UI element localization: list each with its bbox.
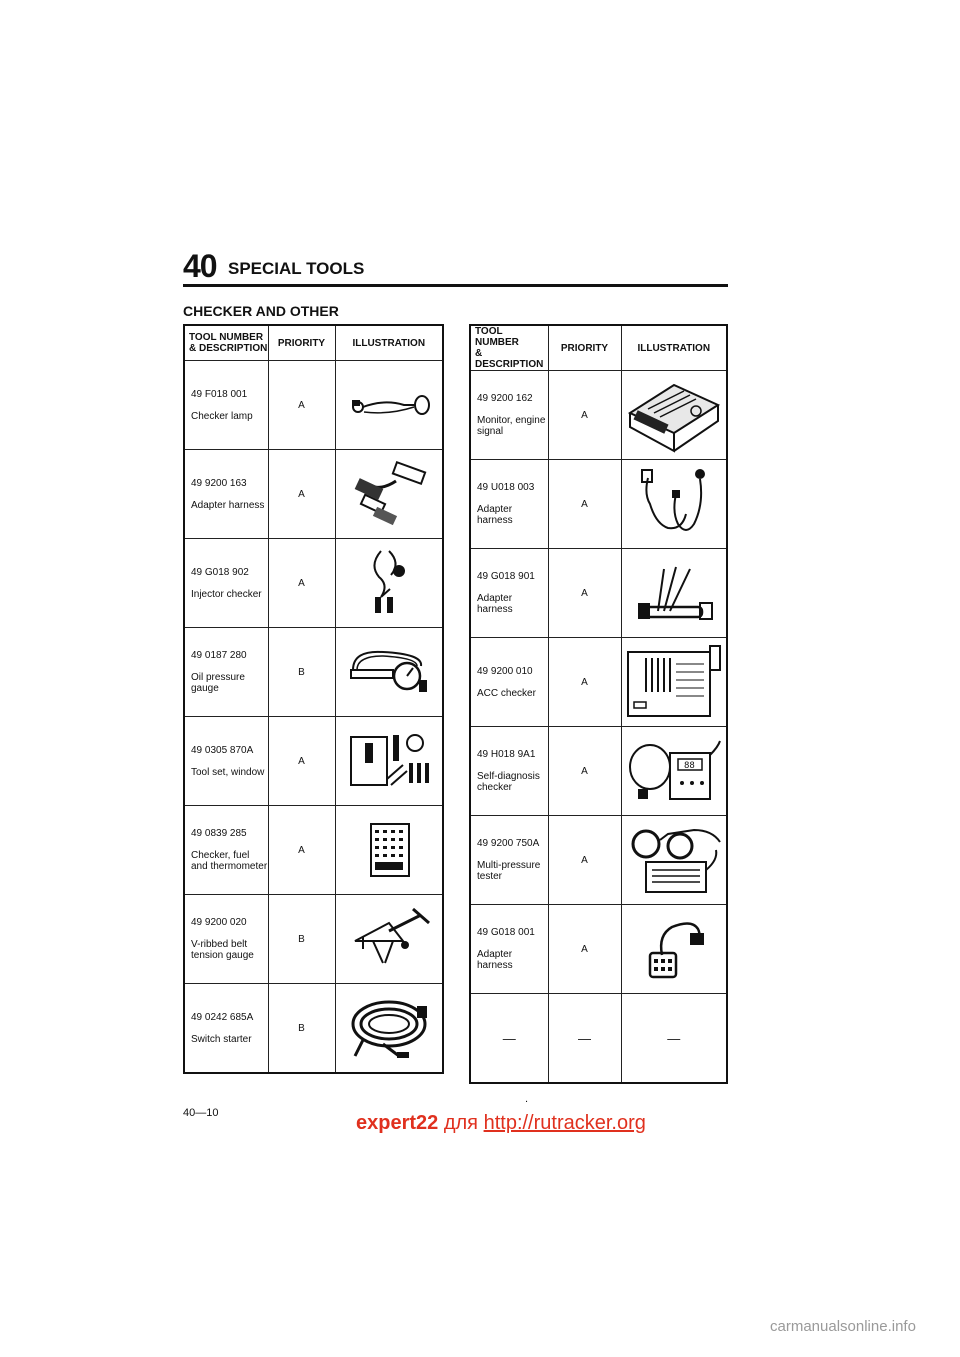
table-row bbox=[470, 371, 727, 460]
tool-description bbox=[184, 806, 268, 895]
header-tool-number: TOOL NUMBER & DESCRIPTION bbox=[470, 325, 548, 371]
tool-number: 49 G018 001 bbox=[477, 927, 535, 938]
left-tools-table bbox=[183, 324, 444, 1074]
tool-description bbox=[184, 539, 268, 628]
tool-name: Multi-pressure tester bbox=[477, 860, 541, 882]
tool-name: Adapter harness bbox=[191, 499, 265, 511]
right-tools-table bbox=[469, 324, 728, 1084]
tool-priority: A bbox=[548, 371, 621, 460]
checker-lamp-icon bbox=[344, 385, 434, 425]
table-row bbox=[184, 361, 443, 450]
adapter-harness-icon bbox=[628, 464, 720, 544]
tool-description bbox=[470, 816, 548, 905]
table-row bbox=[470, 905, 727, 994]
tool-priority: A bbox=[548, 638, 621, 727]
tool-name: Adapter harness bbox=[477, 949, 513, 971]
section-title: SPECIAL TOOLS bbox=[228, 259, 365, 278]
tool-description bbox=[470, 549, 548, 638]
fuel-checker-icon bbox=[359, 818, 419, 882]
tool-priority: — bbox=[548, 994, 621, 1084]
display-readout: 88 bbox=[683, 761, 695, 771]
tool-name: V-ribbed belt tension gauge bbox=[191, 939, 254, 961]
section-divider bbox=[183, 284, 728, 287]
tool-number: 49 9200 162 bbox=[477, 393, 533, 404]
tool-description bbox=[184, 717, 268, 806]
tool-number: 49 0187 280 bbox=[191, 650, 247, 661]
tool-priority: B bbox=[268, 628, 335, 717]
table-row bbox=[470, 816, 727, 905]
self-diagnosis-checker-icon bbox=[624, 733, 724, 809]
tool-description bbox=[184, 628, 268, 717]
tool-number: 49 0242 685A bbox=[191, 1011, 254, 1023]
page-subtitle: CHECKER AND OTHER bbox=[183, 303, 339, 319]
watermark: carmanualsonline.info bbox=[770, 1318, 916, 1335]
tool-priority: A bbox=[268, 539, 335, 628]
tool-description bbox=[184, 361, 268, 450]
tool-priority: A bbox=[548, 727, 621, 816]
tool-description bbox=[184, 984, 268, 1074]
header-tool-number: TOOL NUMBER & DESCRIPTION bbox=[184, 325, 268, 361]
adapter-harness-icon bbox=[628, 555, 720, 631]
table-row bbox=[470, 638, 727, 727]
tool-description bbox=[184, 895, 268, 984]
table-row bbox=[470, 549, 727, 638]
tool-name: Injector checker bbox=[191, 588, 262, 600]
section-header bbox=[183, 248, 728, 288]
tool-name: Checker, fuel and thermometer bbox=[191, 850, 268, 872]
tool-number: 49 9200 750A bbox=[477, 838, 540, 849]
tool-number: 49 U018 003 bbox=[477, 482, 535, 493]
tool-description bbox=[470, 638, 548, 727]
tool-set-icon bbox=[343, 729, 435, 793]
adapter-harness-icon bbox=[344, 459, 434, 529]
adapter-harness-icon bbox=[628, 911, 720, 987]
table-row bbox=[184, 450, 443, 539]
credit-name: expert22 bbox=[356, 1112, 439, 1134]
tool-name: Self-diagnosis checker bbox=[477, 771, 540, 793]
table-header-row bbox=[470, 325, 727, 371]
tool-priority: A bbox=[268, 361, 335, 450]
tool-name: Switch starter bbox=[191, 1033, 252, 1045]
tool-priority: B bbox=[268, 984, 335, 1074]
tool-illustration: — bbox=[621, 994, 727, 1084]
credit-link[interactable]: http://rutracker.org bbox=[483, 1112, 646, 1134]
table-row bbox=[184, 984, 443, 1074]
engine-signal-monitor-icon bbox=[624, 375, 724, 455]
tool-number: — bbox=[470, 994, 548, 1084]
table-row bbox=[184, 539, 443, 628]
tool-description bbox=[470, 905, 548, 994]
credit-word: для bbox=[443, 1112, 479, 1134]
tool-priority: A bbox=[548, 549, 621, 638]
tool-number: 49 G018 901 bbox=[477, 571, 535, 582]
page-number: 40—10 bbox=[183, 1107, 219, 1119]
tool-priority: A bbox=[268, 806, 335, 895]
tool-number: 49 9200 020 bbox=[191, 917, 247, 928]
switch-starter-icon bbox=[343, 990, 435, 1066]
table-row bbox=[184, 717, 443, 806]
injector-checker-icon bbox=[359, 545, 419, 621]
tool-priority: B bbox=[268, 895, 335, 984]
tool-name: ACC checker bbox=[477, 687, 536, 699]
tool-priority: A bbox=[548, 905, 621, 994]
multi-pressure-tester-icon bbox=[624, 820, 724, 900]
tool-number: 49 9200 010 bbox=[477, 665, 533, 677]
table-header-row bbox=[184, 325, 443, 361]
tool-description bbox=[470, 371, 548, 460]
tool-number: 49 0839 285 bbox=[191, 828, 247, 839]
oil-pressure-gauge-icon bbox=[343, 644, 435, 700]
table-row bbox=[470, 994, 727, 1084]
tool-name: Tool set, window bbox=[191, 766, 265, 778]
tool-name: Checker lamp bbox=[191, 410, 253, 422]
tool-name: Adapter harness bbox=[477, 504, 513, 526]
tool-priority: A bbox=[548, 816, 621, 905]
table-row bbox=[470, 460, 727, 549]
tool-name: Adapter harness bbox=[477, 593, 513, 615]
tool-description bbox=[184, 450, 268, 539]
tool-name: Oil pressure gauge bbox=[191, 672, 245, 694]
header-illustration: ILLUSTRATION bbox=[621, 325, 727, 371]
tool-priority: A bbox=[268, 717, 335, 806]
tool-description bbox=[470, 460, 548, 549]
acc-checker-icon bbox=[624, 642, 724, 722]
tool-priority: A bbox=[268, 450, 335, 539]
header-priority: PRIORITY bbox=[548, 325, 621, 371]
tool-number: 49 9200 163 bbox=[191, 477, 247, 489]
header-priority: PRIORITY bbox=[268, 325, 335, 361]
dot-mark: . bbox=[525, 1093, 529, 1105]
table-row bbox=[184, 895, 443, 984]
tool-number: 49 G018 902 bbox=[191, 566, 249, 578]
table-row bbox=[184, 628, 443, 717]
header-illustration: ILLUSTRATION bbox=[335, 325, 443, 361]
table-row bbox=[184, 806, 443, 895]
tool-name: Monitor, engine signal bbox=[477, 415, 546, 437]
tool-description bbox=[470, 727, 548, 816]
table-row bbox=[470, 727, 727, 816]
tool-priority: A bbox=[548, 460, 621, 549]
section-number: 40 bbox=[183, 248, 217, 284]
tool-number: 49 0305 870A bbox=[191, 744, 254, 756]
tool-number: 49 F018 001 bbox=[191, 388, 248, 400]
belt-tension-gauge-icon bbox=[343, 901, 435, 977]
tool-number: 49 H018 9A1 bbox=[477, 749, 536, 760]
credit-line bbox=[356, 1112, 646, 1135]
